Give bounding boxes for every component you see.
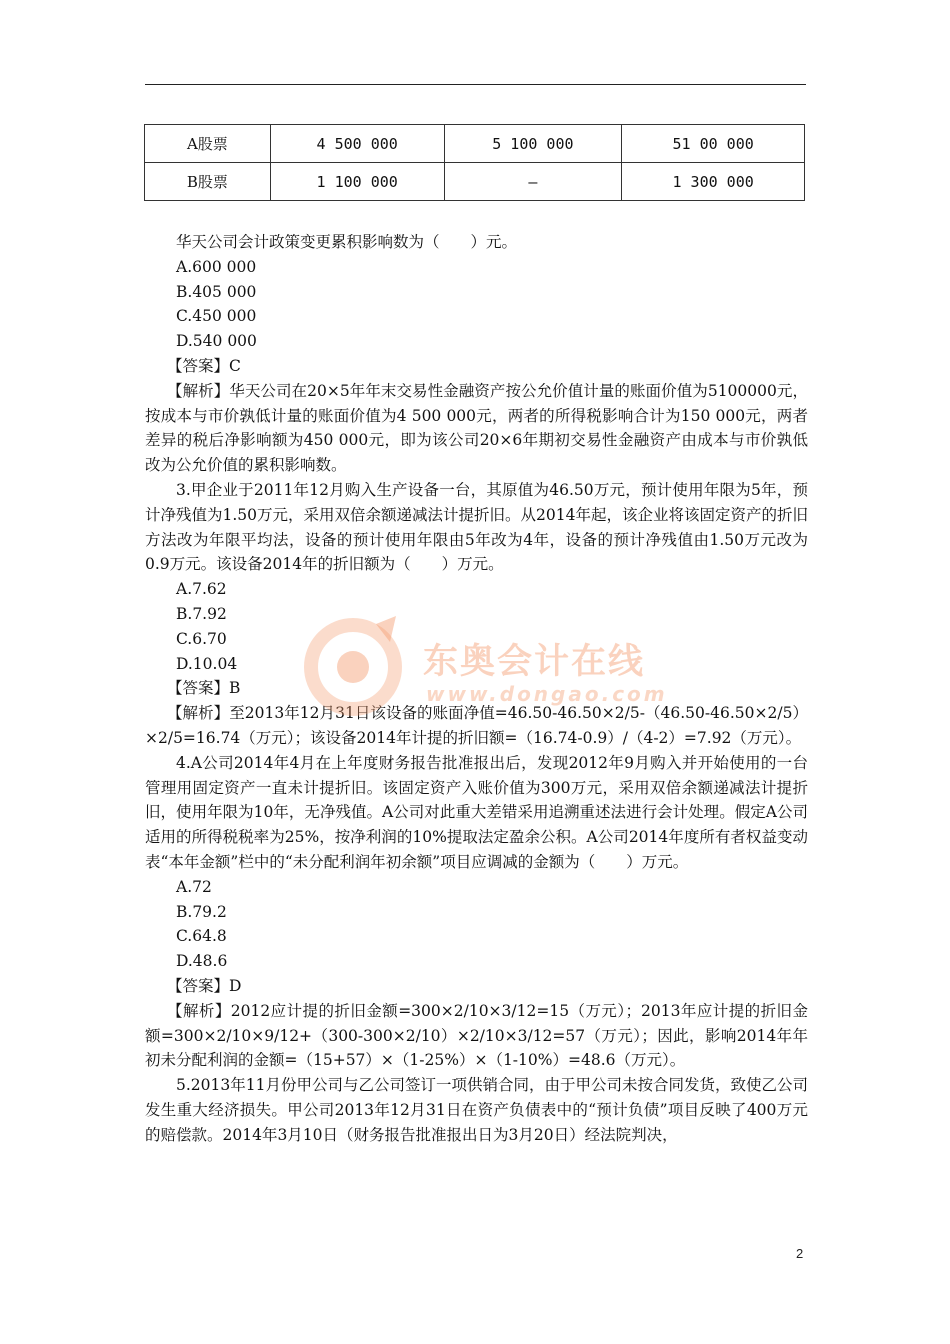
option: C.64.8 [176, 927, 227, 946]
table-cell: 1 300 000 [622, 163, 805, 201]
answer: 【答案】D [167, 976, 242, 995]
option: A.600 000 [176, 257, 257, 276]
table-row [145, 125, 805, 163]
option: B.79.2 [176, 902, 227, 921]
question-stem: 3.甲企业于2011年12月购入生产设备一台，其原值为46.50万元，预计使用年限为5年，预计净残值为1.50万元，采用双倍余额递减法计提折旧。从2014年起，该企业将该固定资产的折旧方法改为年限平均法，设备的预计使用年限由5年改为4年，设备的预计净残值由1.50万元改为0.9万元。该设备2014年的折旧额为（ ）万元。 [145, 480, 808, 574]
stock-table [144, 124, 805, 201]
option: C.450 000 [176, 307, 257, 326]
option: C.6.70 [176, 629, 227, 648]
explanation: 【解析】华天公司在20×5年年末交易性金融资产按公允价值计量的账面价值为5100000元，按成本与市价孰低计量的账面价值为4 500 000元，两者的所得税影响合计为150 000元，两者差异的税后净影响额为450 000元，即为该公司20×6年期初交易性金融资产由成本与市价孰低改为公允价值的累积影响数。 [145, 381, 808, 475]
option: D.10.04 [176, 654, 238, 673]
table-cell: 51 00 000 [622, 125, 805, 163]
answer: 【答案】C [167, 356, 241, 375]
table-cell: 5 100 000 [444, 125, 622, 163]
table-row [145, 163, 805, 201]
table-cell: 1 100 000 [270, 163, 444, 201]
option: D.48.6 [176, 952, 228, 971]
option: B.405 000 [176, 282, 257, 301]
option: D.540 000 [176, 332, 257, 351]
option: B.7.92 [176, 604, 227, 623]
explanation: 【解析】2012应计提的折旧金额=300×2/10×3/12=15（万元）；2013年应计提的折旧金额=300×2/10×9/12+（300-300×2/10）×2/10×3/12=57（万元）；因此，影响2014年年初未分配利润的金额=（15+57）×（1-25%）×（1-10%）=48.6（万元）。 [145, 1001, 808, 1070]
option: A.72 [176, 877, 212, 896]
table-cell: A股票 [145, 125, 271, 163]
table-cell: B股票 [145, 163, 271, 201]
document-body [145, 230, 808, 1147]
answer: 【答案】B [167, 679, 241, 698]
watermark-text: 东奥会计在线 [423, 642, 646, 682]
option: A.7.62 [176, 580, 227, 599]
explanation: 【解析】至2013年12月31日该设备的账面净值=46.50-46.50×2/5-（46.50-46.50×2/5）×2/5=16.74（万元）；该设备2014年计提的折旧额=（16.74-0.9）/（4-2）=7.92（万元）。 [145, 704, 808, 747]
question-stem: 华天公司会计政策变更累积影响数为（ ）元。 [176, 233, 518, 251]
table-cell: 4 500 000 [270, 125, 444, 163]
watermark-url: www.dongao.com [426, 682, 668, 706]
page-number: 2 [796, 1246, 804, 1261]
question-stem: 4.A公司2014年4月在上年度财务报告批准报出后，发现2012年9月购入并开始使用的一台管理用固定资产一直未计提折旧。该固定资产入账价值为300万元，采用双倍余额递减法计提折旧，使用年限为10年，无净残值。A公司对此重大差错采用追溯重述法进行会计处理。假定A公司适用的所得税税率为25%，按净利润的10%提取法定盈余公积。A公司2014年度所有者权益变动表“本年金额”栏中的“未分配利润年初余额”项目应调减的金额为（ ）万元。 [145, 753, 808, 871]
question-stem: 5.2013年11月份甲公司与乙公司签订一项供销合同，由于甲公司未按合同发货，致使乙公司发生重大经济损失。甲公司2013年12月31日在资产负债表中的“预计负债”项目反映了400万元的赔偿款。2014年3月10日（财务报告批准报出日为3月20日）经法院判决， [145, 1076, 808, 1144]
header-rule [145, 84, 806, 85]
table-cell: — [444, 163, 622, 201]
